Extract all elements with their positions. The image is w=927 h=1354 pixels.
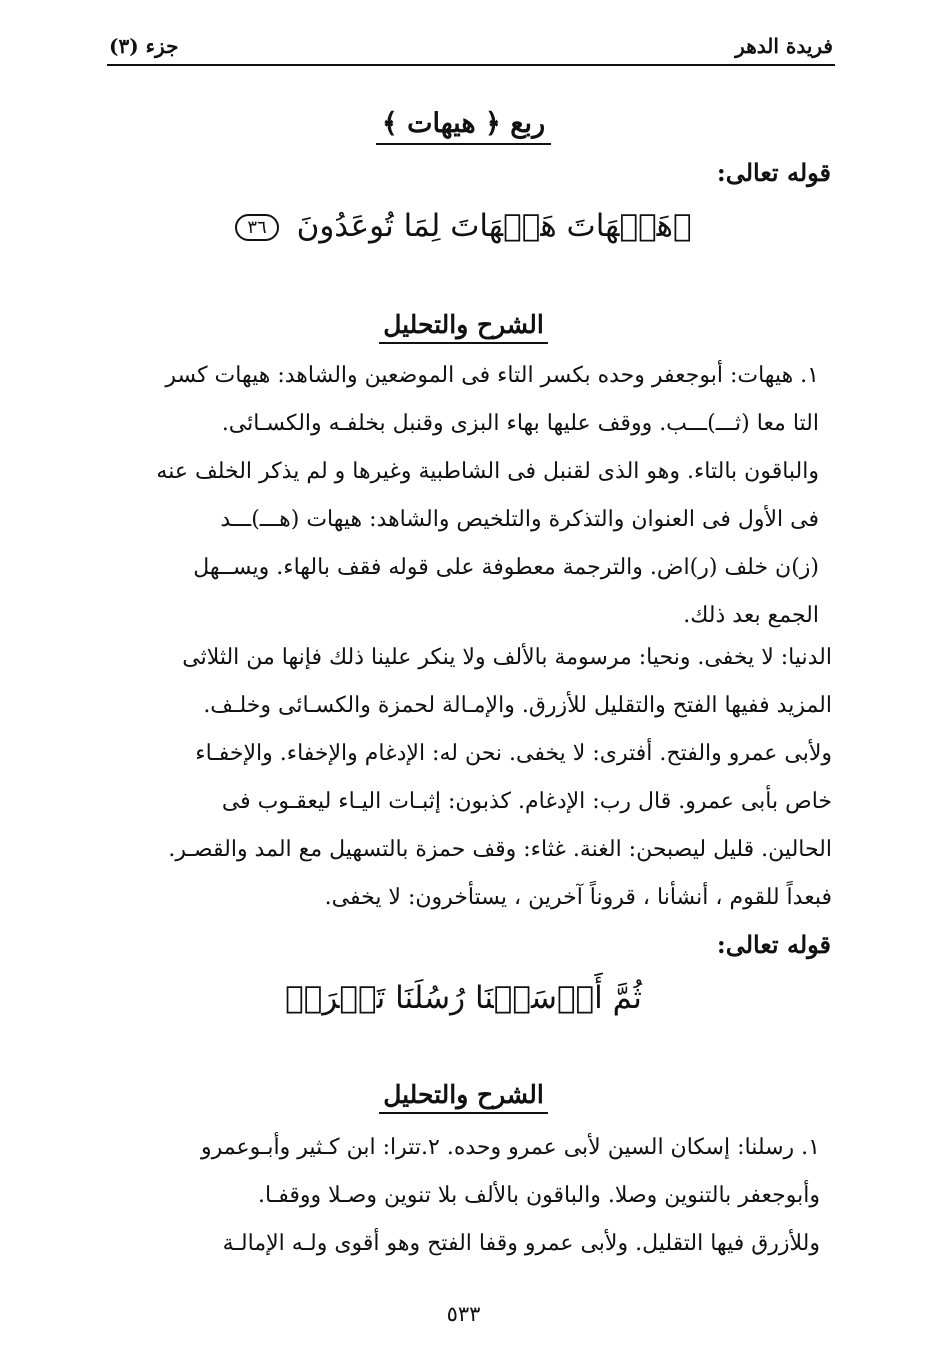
verse-text-2: ثُمَّ أَرۡسَلۡنَا رُسُلَنَا تَتۡرَاۖ xyxy=(285,980,642,1016)
chapter-title xyxy=(0,108,927,139)
commentary-paragraph-3 xyxy=(110,1124,820,1268)
text-line: المزيد ففيها الفتح والتقليل للأزرق. والإمـالة لحمزة والكسـائى وخلـف. xyxy=(203,693,832,718)
text-line: ١. هيهات: أبوجعفر وحده بكسر التاء فى الموضعين والشاهد: هيهات كسر xyxy=(165,363,819,388)
text-line: (ز)ن خلف (ر)اض. والترجمة معطوفة على قوله فقف بالهاء. ويســهل xyxy=(193,555,819,580)
text-line: الحالين. قليل ليصبحن: الغنة. غثاء: وقف حمزة بالتسهيل مع المد والقصـر. xyxy=(168,837,832,862)
page-number: ٥٣٣ xyxy=(446,1302,481,1326)
text-line: الدنيا: لا يخفى. ونحيا: مرسومة بالألف ولا ينكر علينا ذلك فإنها من الثلاثى xyxy=(182,645,832,670)
verse-intro-1: قوله تعالى: xyxy=(716,158,831,187)
commentary-paragraph-2 xyxy=(110,634,832,922)
text-line: وللأزرق فيها التقليل. ولأبى عمرو وقفا الفتح وهو أقوى ولـه الإمالـة xyxy=(222,1231,820,1256)
text-line: وأبوجعفر بالتنوين وصلا. والباقون بالألف بلا تنوين وصـلا ووقفـا. xyxy=(258,1183,820,1208)
text-line: الجمع بعد ذلك. xyxy=(683,603,819,628)
text-line: خاص بأبى عمرو. قال رب: الإدغام. كذبون: إثبـات اليـاء ليعقـوب فى xyxy=(221,789,832,814)
text-line: ١. رسلنا: إسكان السين لأبى عمرو وحده. ٢.تترا: ابن كـثير وأبـوعمرو xyxy=(201,1135,820,1160)
commentary-paragraph-1 xyxy=(109,352,819,640)
book-title: فريدة الدهر xyxy=(735,34,833,58)
text-line: فى الأول فى العنوان والتذكرة والتلخيص والشاهد: هيهات (هـــ)ـــد xyxy=(220,507,819,532)
quran-verse-1 xyxy=(0,208,927,244)
ayah-number-badge: ٣٦ xyxy=(235,214,278,241)
running-header xyxy=(107,30,835,66)
verse-text-1: ﴿هَيۡهَاتَ هَيۡهَاتَ لِمَا تُوعَدُونَ xyxy=(296,208,692,244)
text-line: والباقون بالتاء. وهو الذى لقنبل فى الشاطبية وغيرها و لم يذكر الخلف عنه xyxy=(156,459,819,484)
quran-verse-2 xyxy=(0,980,927,1016)
part-number: جزء (٣) xyxy=(109,34,179,58)
chapter-title-text: ربع ﴿ هيهات ﴾ xyxy=(376,108,551,145)
text-line: فبعداً للقوم ، أنشأنا ، قروناً آخرين ، يستأخرون: لا يخفى. xyxy=(324,885,832,910)
text-line: ولأبى عمرو والفتح. أفترى: لا يخفى. نحن له: الإدغام والإخفاء. والإخفـاء xyxy=(195,741,832,766)
section-heading-1 xyxy=(0,310,927,339)
text-line: التا معا (ثـــ)ـــب. ووقف عليها بهاء البزى وقنبل بخلفـه والكسـائى. xyxy=(221,411,819,436)
section-heading-2 xyxy=(0,1080,927,1109)
verse-intro-2: قوله تعالى: xyxy=(716,930,831,959)
section-heading-1-text: الشرح والتحليل xyxy=(379,310,548,344)
section-heading-2-text: الشرح والتحليل xyxy=(379,1080,548,1114)
